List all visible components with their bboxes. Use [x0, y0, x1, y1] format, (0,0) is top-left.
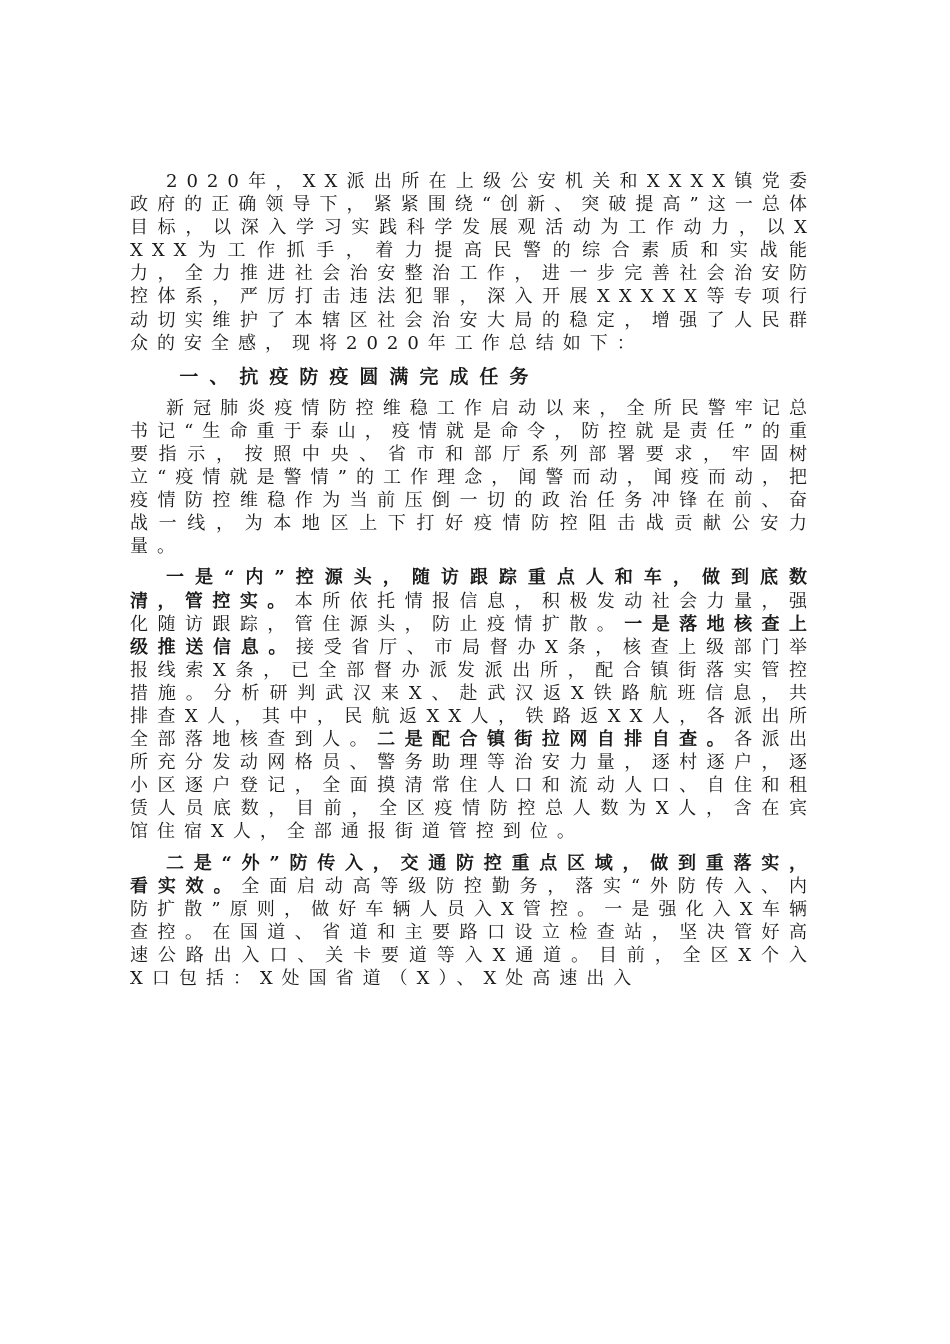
- self-check-lead: 二是配合镇街拉网自排自查。: [377, 729, 735, 751]
- document-page: [130, 170, 816, 990]
- intro-paragraph: 2020年，XX派出所在上级公安机关和XXXX镇党委政府的正确领导下，紧紧围绕“创新、突破提高”这一总体目标，以深入学习实践科学发展观活动为工作动力，以XXXX为工作抓手，着力提高民警的综合素质和实战能力，全力推进社会治安整治工作，进一步完善社会治安防控体系，严厉打击违法犯罪，深入开展XXXXX等专项行动切实维护了本辖区社会治安大局的稳定，增强了人民群众的安全感，现将2020年工作总结如下：: [130, 171, 816, 354]
- self-check-text: 各派出所充分发动网格员、警务助理等治安力量，逐村逐户，逐小区逐户登记，全面摸清常住人口和流动人口、自住和租赁人员底数，目前，全区疫情防控总人数为X人，含在宾馆住宿X人，全部通报街道管控到位。: [130, 729, 817, 843]
- section-heading: 一、抗疫防疫圆满完成任务: [179, 365, 540, 388]
- outer-defense-text: 全面启动高等级防控勤务，落实“外防传入、内防扩散”原则，做好车辆人员入X管控。一是强化入X车辆查控。在国道、省道和主要路口设立检查站，坚决管好高速公路出入口、关卡要道等入X通道。目前，全区X个入X口包括：X处国省道（X）、X处高速出入: [130, 875, 817, 989]
- inner-control-lead: 一是“内”控源头，随访跟踪重点人和车，做到底数清，管控实。: [130, 567, 816, 612]
- section-intro-paragraph: 新冠肺炎疫情防控维稳工作启动以来，全所民警牢记总书记“生命重于泰山，疫情就是命令，防控就是责任”的重要指示，按照中央、省市和部厅系列部署要求，牢固树立“疫情就是警情”的工作理念，闻警而动，闻疫而动，把疫情防控维稳作为当前压倒一切的政治任务冲锋在前、奋战一线，为本地区上下打好疫情防控阻击战贡献公安力量。: [130, 397, 816, 558]
- inner-control-paragraph: [130, 566, 816, 843]
- inner-control-text: 本所依托情报信息，积极发动社会力量，强化随访跟踪，管住源头，防止疫情扩散。: [130, 590, 816, 635]
- verification-lead: 一是落地核查上级推送信息。: [130, 613, 816, 658]
- verification-text: 接受省厅、市局督办X条，核查上级部门举报线索X条，已全部督办派发派出所，配合镇街落实管控措施。分析研判武汉来X、赴武汉返X铁路航班信息，共排查X人，其中，民航返XX人，铁路返XX人，各派出所全部落地核查到人。: [130, 636, 817, 751]
- outer-defense-lead: 二是“外”防传入，交通防控重点区域，做到重落实，看实效。: [130, 852, 816, 897]
- outer-defense-paragraph: [130, 852, 816, 991]
